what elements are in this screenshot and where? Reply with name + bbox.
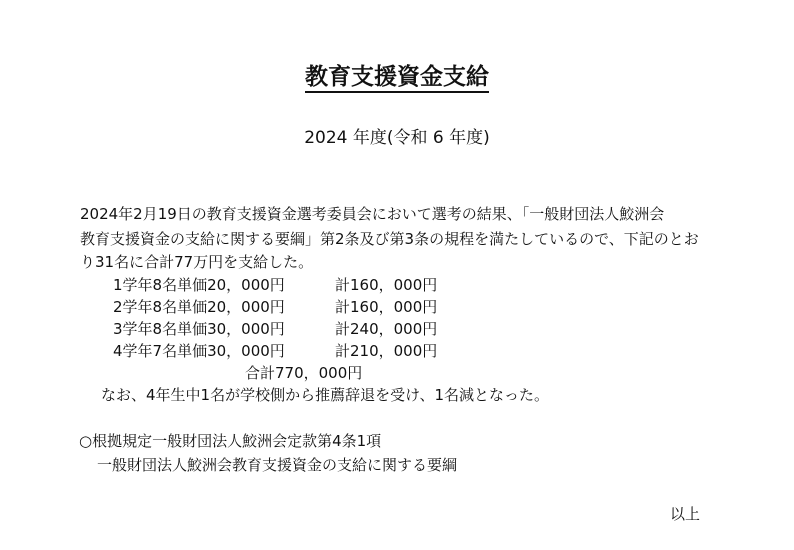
document-subtitle: 2024 年度(令和 6 年度): [304, 128, 490, 148]
breakdown-subtotal: 計210，000円: [335, 342, 438, 360]
body-paragraph-line-1: 2024年2月19日の教育支援資金選考委員会において選考の結果、「一般財団法人鮫洲会: [80, 205, 665, 223]
closing-mark: 以上: [670, 505, 701, 523]
document-title-text: 教育支援資金支給: [305, 64, 489, 93]
reduction-note: なお、4年生中1名が学校側から推薦辞退を受け、1名減となった。: [101, 386, 550, 404]
breakdown-unit-price: 1学年8名単価20，000円: [113, 276, 285, 294]
breakdown-subtotal: 計160，000円: [335, 298, 438, 316]
document-title: [0, 62, 794, 92]
breakdown-subtotal: 計240，000円: [335, 320, 438, 338]
body-paragraph-line-2: 教育支援資金の支給に関する要綱」第2条及び第3条の規程を満たしているので、下記のとお: [80, 230, 699, 248]
breakdown-unit-price: 2学年8名単価20，000円: [113, 298, 285, 316]
basis-regulation-line: ○根拠規定一般財団法人鮫洲会定款第4条1項: [79, 432, 382, 450]
breakdown-unit-price: 4学年7名単価30，000円: [113, 342, 285, 360]
body-paragraph-line-3: り31名に合計77万円を支給した。: [80, 253, 314, 271]
breakdown-unit-price: 3学年8名単価30，000円: [113, 320, 285, 338]
breakdown-subtotal: 計160，000円: [335, 276, 438, 294]
basis-guideline-line: 一般財団法人鮫洲会教育支援資金の支給に関する要綱: [97, 456, 458, 474]
grand-total: 合計770，000円: [245, 364, 363, 382]
